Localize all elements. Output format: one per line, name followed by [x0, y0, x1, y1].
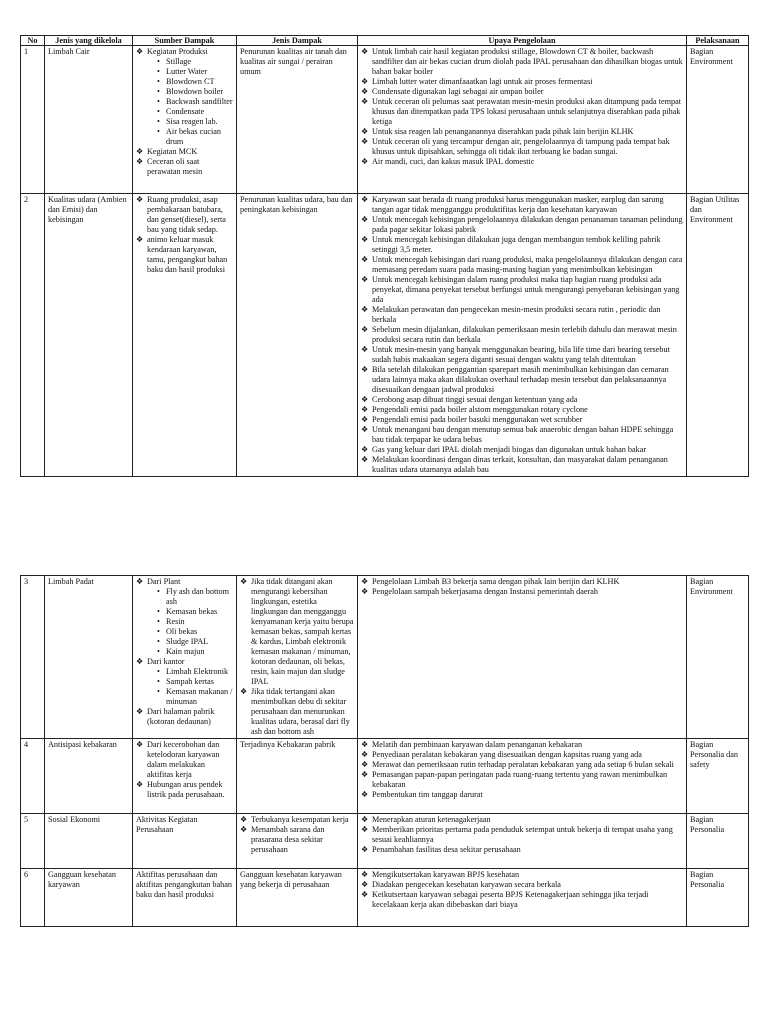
list-item: ❖ Untuk mencegah kebisingan dalam ruang produksi maka tiap bagian ruang produksi ada penyekat, dimana penyekat tersebut berfungsi untuk mengurangi penyebaran kebisingan yang ada [361, 275, 683, 305]
list-item: ❖ Ceceran oli saat perawatan mesin [136, 157, 233, 177]
cell-sumber: Aktivitas Kegiatan Perusahaan [133, 814, 237, 869]
cell-dampak: Penurunan kualitas air tanah dan kualitas air sungai / perairan umum [237, 46, 358, 194]
list-item: ❖ Untuk limbah cair hasil kegiatan produksi stillage, Blowdown CT & boiler, backwash sandfilter dan air bekas cucian drum diolah pada IPAL perusahaan dan dihasilkan biogas untuk bahan bakar boiler [361, 47, 683, 77]
sub-list [157, 587, 233, 657]
list-item: • Condensate [157, 107, 233, 117]
cell-upaya [358, 869, 687, 927]
list-item [136, 47, 233, 147]
cell-no: 2 [21, 194, 45, 477]
list-item: ❖ Menambah sarana dan prasarana desa sekitar perusahaan [240, 825, 354, 855]
list-item: ❖ Air mandi, cuci, dan kakus masuk IPAL domestic [361, 157, 683, 167]
list-item: • Sludge IPAL [157, 637, 233, 647]
list-item [136, 657, 233, 707]
list-item: ❖ Jika tidak tertangani akan menimbulkan debu di sekitar perusahaan dan menurunkan kualitas udara, berasal dari fly ash dan bottom ash [240, 687, 354, 737]
list-item: • Kemasan bekas [157, 607, 233, 617]
list-item-text: Dari Plant [147, 577, 181, 586]
sumber-list [136, 740, 233, 800]
list-item: • Blowdown CT [157, 77, 233, 87]
list-item: ❖ Penambahan fasilitas desa sekitar perusahaan [361, 845, 683, 855]
cell-no: 6 [21, 869, 45, 927]
cell-upaya [358, 46, 687, 194]
cell-dampak [237, 814, 358, 869]
list-item: ❖ Dari kecerobohan dan ketelodoran karyawan dalam melakukan aktifitas kerja [136, 740, 233, 780]
cell-jenis: Limbah Cair [45, 46, 133, 194]
sub-list [157, 57, 233, 147]
upaya-list [361, 740, 683, 800]
cell-dampak: Penurunan kualitas udara, bau dan peningkatan kebisingan [237, 194, 358, 477]
cell-upaya [358, 814, 687, 869]
list-item: ❖ Sebelum mesin dijalankan, dilakukan pemeriksaan mesin terlebih dahulu dan merawat mesin produksi secara rutin dan berkala [361, 325, 683, 345]
header-sumber: Sumber Dampak [133, 36, 237, 46]
header-dampak: Jenis Dampak [237, 36, 358, 46]
header-pelaksanaan: Pelaksanaan [687, 36, 749, 46]
cell-pelaksanaan: Bagian Personalia [687, 814, 749, 869]
list-item: ❖ Condensate digunakan lagi sebagai air umpan boiler [361, 87, 683, 97]
list-item: • Lutter Water [157, 67, 233, 77]
table-row [21, 46, 749, 194]
dampak-list [240, 815, 354, 855]
list-item: ❖ Gas yang keluar dari IPAL diolah menjadi biogas dan digunakan untuk bahan bakar [361, 445, 683, 455]
sumber-list [136, 577, 233, 727]
table-row [21, 576, 749, 739]
list-item: ❖ Untuk sisa reagen lab penanganannya diserahkan pada pihak lain berijin KLHK [361, 127, 683, 137]
cell-pelaksanaan: Bagian Environment [687, 576, 749, 739]
list-item: • Kain majun [157, 647, 233, 657]
header-upaya: Upaya Pengelolaan [358, 36, 687, 46]
list-item: ❖ Pemasangan papan-papan peringatan pada ruang-ruang tertentu yang rawan menimbulkan kebakaran [361, 770, 683, 790]
table-row [21, 869, 749, 927]
list-item: ❖ Jika tidak ditangani akan mengurangi kebersihan lingkungan, estetika lingkungan dan mengganggu kenyamanan kerja yaitu berupa kemasan bekas, sampah kertas & kardus, Limbah elektronik kemasan makanan / minuman, kotoran dedaunan, oli bekas, resin, kain majun dan sludge IPAL [240, 577, 354, 687]
list-item: ❖ Melatih dan pembinaan karyawan dalam penanganan kebakaran [361, 740, 683, 750]
list-item: ❖ Diadakan pengecekan kesehatan karyawan secara berkala [361, 880, 683, 890]
cell-pelaksanaan: Bagian Personalia dan safety [687, 739, 749, 814]
list-item: ❖ Untuk mesin-mesin yang banyak menggunakan bearing, bila life time dari bearing tersebut sudah habis makaakan segera diganti sesuai dengan waktu yang telah ditentukan [361, 345, 683, 365]
cell-pelaksanaan: Bagian Environment [687, 46, 749, 194]
cell-pelaksanaan: Bagian Utilitas dan Environment [687, 194, 749, 477]
cell-no: 5 [21, 814, 45, 869]
list-item: • Sampah kertas [157, 677, 233, 687]
list-item: • Limbah Elektronik [157, 667, 233, 677]
list-item-text: Kegiatan Produksi [147, 47, 208, 57]
list-item: ❖ Pembentukan tim tanggap darurat [361, 790, 683, 800]
list-item: • Stillage [157, 57, 233, 67]
list-item: • Resin [157, 617, 233, 627]
cell-sumber [133, 46, 237, 194]
cell-jenis: Limbah Padat [45, 576, 133, 739]
table-row [21, 814, 749, 869]
cell-dampak [237, 576, 358, 739]
list-item: ❖ Limbah lutter water dimanfaaatkan lagi untuk air proses fermentasi [361, 77, 683, 87]
list-item: ❖ Melakukan perawatan dan pengecekan mesin-mesin produksi secara rutin , periodic dan berkala [361, 305, 683, 325]
cell-jenis: Kualitas udara (Ambien dan Emisi) dan kebisingan [45, 194, 133, 477]
cell-upaya [358, 194, 687, 477]
list-item: ❖ Untuk menangani bau dengan menutup semua bak anaerobic dengan bahan HDPE sehingga bau tidak terpapar ke udara bebas [361, 425, 683, 445]
list-item: ❖ Keikutsertaan karyawan sebagai peserta BPJS Ketenagakerjaan sehingga jika terjadi kecelakaan kerja akan dibebaskan dari biaya [361, 890, 683, 910]
upaya-list [361, 815, 683, 855]
list-item: ❖ Pengendali emisi pada boiler alstom menggunakan rotary cyclone [361, 405, 683, 415]
table-page-2 [20, 575, 749, 927]
list-item: • Backwash sandfilter [157, 97, 233, 107]
upaya-list [361, 47, 683, 167]
cell-no: 4 [21, 739, 45, 814]
table-page-1 [20, 35, 749, 477]
list-item: ❖ Bila setelah dilakukan penggantian sparepart masih menimbulkan kebisingan dan cemaran udara lainnya maka akan dilakukan overhaul terhadap mesin tersebut dan pelaksanaannya disesuaikan dengaan jadwal produksi [361, 365, 683, 395]
list-item: ❖ Pengelolaan sampah bekerjasama dengan Instansi pemerintah daerah [361, 587, 683, 597]
cell-sumber [133, 576, 237, 739]
list-item: • Air bekas cucian drum [157, 127, 233, 147]
cell-sumber [133, 739, 237, 814]
header-no: No [21, 36, 45, 46]
cell-jenis: Antisipasi kebakaran [45, 739, 133, 814]
list-item: ❖ Untuk ceceran oli pelumas saat perawatan mesin-mesin produksi akan ditampung pada tempat khusus dan ditempatkan pada TPS lokasi perusahaan untuk selanjutnya diserahkan pada pihak ketiga [361, 97, 683, 127]
dampak-list [240, 577, 354, 737]
cell-jenis: Gangguan kesehatan karyawan [45, 869, 133, 927]
sub-list [157, 667, 233, 707]
cell-pelaksanaan: Bagian Personalia [687, 869, 749, 927]
upaya-list [361, 195, 683, 475]
list-item: ❖ Cerobong asap dibuat tinggi sesuai dengan ketentuan yang ada [361, 395, 683, 405]
upaya-list [361, 870, 683, 910]
list-item: ❖ Merawat dan pemeriksaan rutin terhadap peralatan kebakaran yang ada setiap 6 bulan sekali [361, 760, 683, 770]
list-item: ❖ Hubungan arus pendek listrik pada perusahaan. [136, 780, 233, 800]
list-item: ❖ Memberikan prioritas pertama pada penduduk setempat untuk bekerja di tempat usaha yang sesuai keahliannya [361, 825, 683, 845]
list-item: ❖ Kegiatan MCK [136, 147, 233, 157]
cell-dampak: Terjadinya Kebakaran pabrik [237, 739, 358, 814]
list-item: ❖ animo keluar masuk kendaraan karyawan, tamu, pengangkut bahan baku dan hasil produksi [136, 235, 233, 275]
list-item: ❖ Mengikutsertakan karyawan BPJS kesehatan [361, 870, 683, 880]
cell-dampak: Gangguan kesehatan karyawan yang bekerja di perusahaan [237, 869, 358, 927]
cell-no: 1 [21, 46, 45, 194]
list-item: ❖ Untuk mencegah kebisingan dari ruang produksi, maka pengelolaannya dilakukan dengan cara memasang peredam suara pada masing-masing bagian yang menimbulkan kebisingan [361, 255, 683, 275]
list-item: ❖ Menerapkan aturan ketenagakerjaan [361, 815, 683, 825]
upaya-list [361, 577, 683, 597]
list-item: • Fly ash dan bottom ash [157, 587, 233, 607]
list-item: ❖ Ruang produksi, asap pembakaraan batubara, dan genset(diesel), serta bau yang tidak sedap. [136, 195, 233, 235]
header-jenis: Jenis yang dikelola [45, 36, 133, 46]
sumber-list [136, 195, 233, 275]
header-row [21, 36, 749, 46]
table-row [21, 739, 749, 814]
cell-upaya [358, 576, 687, 739]
list-item: ❖ Pengelolaan Limbah B3 bekerja sama dengan pihak lain berijin dari KLHK [361, 577, 683, 587]
list-item: ❖ Untuk ceceran oli yang tercampur dengan air, pengelolaannya di tampung pada tempat bak khusus untuk dipisahkan, sehingga oli tidak ikut terbuang ke badan sungai. [361, 137, 683, 157]
list-item: ❖ Untuk mencegah kebisingan dilakukan juga dengan membangun tembok keliling pabrik setinggi 3,5 meter. [361, 235, 683, 255]
list-item: ❖ Dari halaman pabrik (kotoran dedaunan) [136, 707, 233, 727]
list-item: • Blowdown boiler [157, 87, 233, 97]
cell-no: 3 [21, 576, 45, 739]
list-item: • Kemasan makanan / minuman [157, 687, 233, 707]
list-item: ❖ Terbukanya kesempatan kerja [240, 815, 354, 825]
list-item-text: Dari kantor [147, 657, 185, 666]
list-item: ❖ Untuk mencegah kebisingan pengelolaannya dilakukan dengan penanaman tanaman pelindung pada pagar sekitar lokasi pabrik [361, 215, 683, 235]
cell-upaya [358, 739, 687, 814]
cell-jenis: Sosial Ekonomi [45, 814, 133, 869]
sumber-list [136, 47, 233, 177]
list-item: • Sisa reagen lab. [157, 117, 233, 127]
list-item: ❖ Melakukan koordinasi dengan dinas terkait, konsultan, dan masyarakat dalam penanganan kualitas udara utamanya adalah bau [361, 455, 683, 475]
list-item: ❖ Karyawan saat berada di ruang produksi harus menggunakan masker, earplug dan sarung tangan agar tidak mengganggu produktifitas kerja dan kesehatan karyawan [361, 195, 683, 215]
list-item: ❖ Pengendali emisi pada boiler basuki menggunakan wet scrubber [361, 415, 683, 425]
cell-sumber: Aktifitas perusahaan dan aktifitas pengangkutan bahan baku dan hasil produksi [133, 869, 237, 927]
list-item [136, 577, 233, 657]
cell-sumber [133, 194, 237, 477]
table-row [21, 194, 749, 477]
list-item: • Oli bekas [157, 627, 233, 637]
list-item: ❖ Penyediaan peralatan kebakaran yang disesuaikan dengan kapsitas ruang yang ada [361, 750, 683, 760]
